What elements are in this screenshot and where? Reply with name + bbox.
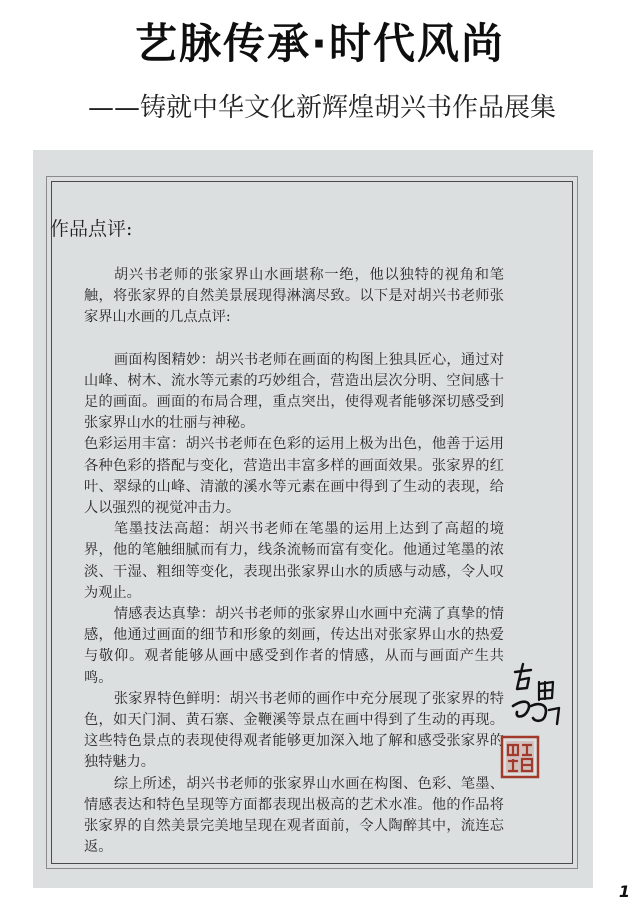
review-heading: 作品点评:	[50, 218, 133, 240]
review-paragraph-features: 张家界特色鲜明：胡兴书老师的画作中充分展现了张家界的特色，如天门洞、黄石寨、金鞭溪等景点在画中得到了生动的再现。这些特色景点的表现使得观者能够更加深入地了解和感受张家界的独特魅力。	[84, 690, 504, 771]
review-body	[84, 265, 504, 858]
review-paragraph-emotion: 情感表达真挚：胡兴书老师的张家界山水画中充满了真挚的情感，他通过画面的细节和形象的刻画，传达出对张家界山水的热爱与敬仰。观者能够从画中感受到作者的情感，从而与画面产生共鸣。	[84, 606, 504, 686]
review-paragraph-conclusion: 综上所述，胡兴书老师的张家界山水画在构图、色彩、笔墨、情感表达和特色呈现等方面都表现出极高的艺术水准。他的作品将张家界的自然美景完美地呈现在观者面前，令人陶醉其中，流连忘返。	[84, 775, 504, 856]
review-paragraph-color: 色彩运用丰富：胡兴书老师在色彩的运用上极为出色，他善于运用各种色彩的搭配与变化，营造出丰富多样的画面效果。张家界的红叶、翠绿的山峰、清澈的溪水等元素在画中得到了生动的表现，给人以强烈的视觉冲击力。	[84, 436, 504, 517]
page-title: 艺脉传承·时代风尚	[135, 19, 505, 68]
calligraphy-signature	[505, 658, 565, 728]
review-intro-paragraph: 胡兴书老师的张家界山水画堪称一绝，他以独特的视角和笔触，将张家界的自然美景展现得淋漓尽致。以下是对胡兴书老师张家界山水画的几点点评:	[84, 267, 504, 326]
red-seal-stamp	[500, 735, 540, 779]
review-paragraph-composition: 画面构图精妙：胡兴书老师在画面的构图上独具匠心，通过对山峰、树木、流水等元素的巧妙组合，营造出层次分明、空间感十足的画面。画面的布局合理，重点突出，使得观者能够深切感受到张家界山水的壮丽与神秘。	[84, 351, 504, 432]
review-paragraph-brushwork: 笔墨技法高超：胡兴书老师在笔墨的运用上达到了高超的境界，他的笔触细腻而有力，线条流畅而富有变化。他通过笔墨的浓淡、干湿、粗细等变化，表现出张家界山水的质感与动感，令人叹为观止。	[84, 521, 504, 601]
page-number: 1	[618, 882, 630, 901]
page-subtitle: ——铸就中华文化新辉煌胡兴书作品展集	[88, 93, 557, 123]
